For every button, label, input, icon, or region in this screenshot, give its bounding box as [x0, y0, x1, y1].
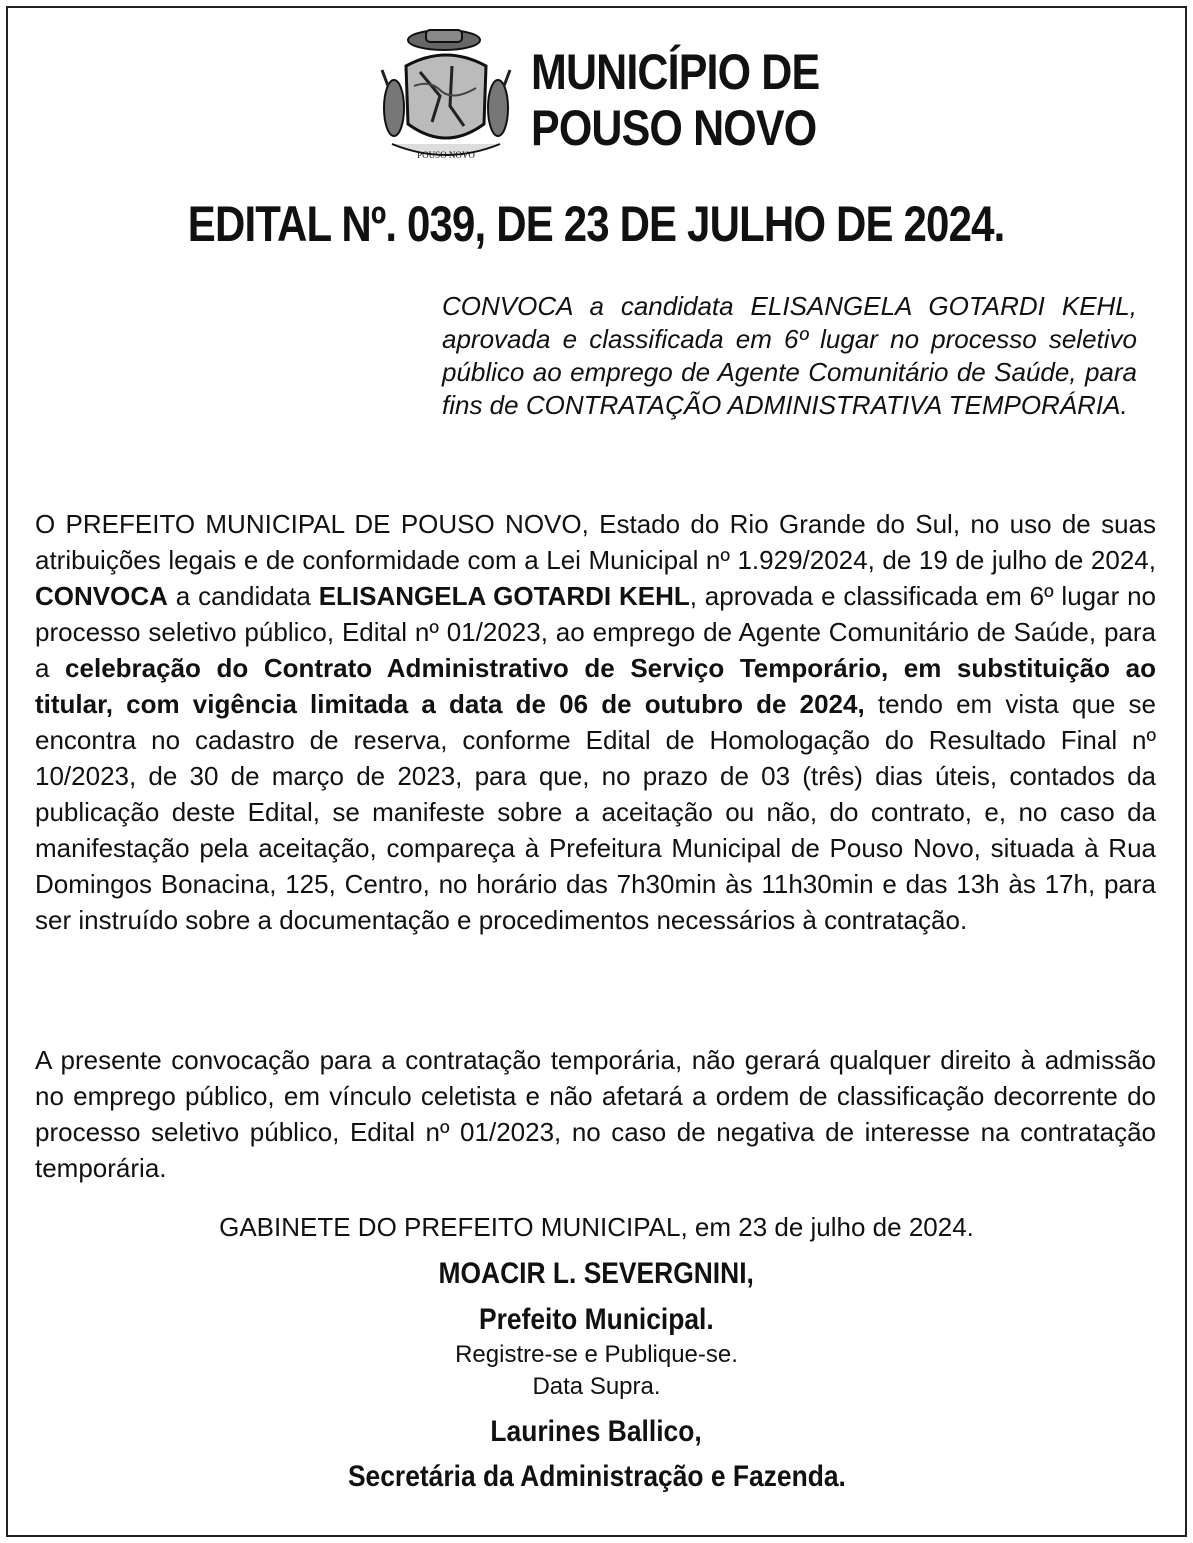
- main-paragraph: O PREFEITO MUNICIPAL DE POUSO NOVO, Estado do Rio Grande do Sul, no uso de suas atribuições legais e de conformidade com a Lei Municipal nº 1.929/2024, de 19 de julho de 2024, CONVOCA a candidata ELISANGELA GOTARDI KEHL, aprovada e classificada em 6º lugar no processo seletivo público, Edital nº 01/2023, ao emprego de Agente Comunitário de Saúde, para a celebração do Contrato Administrativo de Serviço Temporário, em substituição ao titular, com vigência limitada a data de 06 de outubro de 2024, tendo em vista que se encontra no cadastro de reserva, conforme Edital de Homologação do Resultado Final nº 10/2023, de 30 de março de 2023, para que, no prazo de 03 (três) dias úteis, contados da publicação deste Edital, se manifeste sobre a aceitação ou não, do contrato, e, no caso da manifestação pela aceitação, compareça à Prefeitura Municipal de Pouso Novo, situada à Rua Domingos Bonacina, 125, Centro, no horário das 7h30min às 11h30min e das 13h às 17h, para ser instruído sobre a documentação e procedimentos necessários à contratação.: [35, 509, 1157, 935]
- municipality-line-2: POUSO NOVO: [531, 100, 817, 156]
- municipality-line-1: MUNICÍPIO DE: [531, 44, 820, 100]
- edict-summary: CONVOCA a candidata ELISANGELA GOTARDI KEHL, aprovada e classificada em 6º lugar no processo seletivo público ao emprego de Agente Comunitário de Saúde, para fins de CONTRATAÇÃO ADMINISTRATIVA TEMPORÁRIA.: [442, 291, 1137, 420]
- secretary-name: Laurines Ballico,: [490, 1415, 703, 1448]
- candidate-name: ELISANGELA GOTARDI KEHL: [318, 581, 690, 611]
- bold-convoca: CONVOCA: [35, 581, 168, 611]
- svg-text:POUSO NOVO: POUSO NOVO: [417, 150, 475, 160]
- contract-terms: celebração do Contrato Administrativo de Serviço Temporário, em substituição ao titular, com vigência limitada a data de 06 de outubro de 2024,: [35, 653, 1156, 719]
- register-line: Registre-se e Publique-se.: [455, 1341, 738, 1368]
- edict-title: EDITAL Nº. 039, DE 23 DE JULHO DE 2024.: [188, 196, 1005, 252]
- second-paragraph: A presente convocação para a contratação temporária, não gerará qualquer direito à admissão no emprego público, em vínculo celetista e não afetará a ordem de classificação decorrente do processo seletivo público, Edital nº 01/2023, no caso de negativa de interesse na contratação temporária.: [35, 1045, 1156, 1183]
- cabinet-line: GABINETE DO PREFEITO MUNICIPAL, em 23 de julho de 2024.: [219, 1212, 974, 1242]
- mayor-title: Prefeito Municipal.: [479, 1303, 714, 1336]
- date-line: Data Supra.: [532, 1373, 661, 1400]
- municipality-name: [531, 44, 819, 156]
- municipal-crest-icon: [380, 26, 512, 170]
- secretary-title: Secretária da Administração e Fazenda.: [347, 1460, 846, 1493]
- mayor-name: MOACIR L. SEVERGNINI,: [438, 1257, 755, 1290]
